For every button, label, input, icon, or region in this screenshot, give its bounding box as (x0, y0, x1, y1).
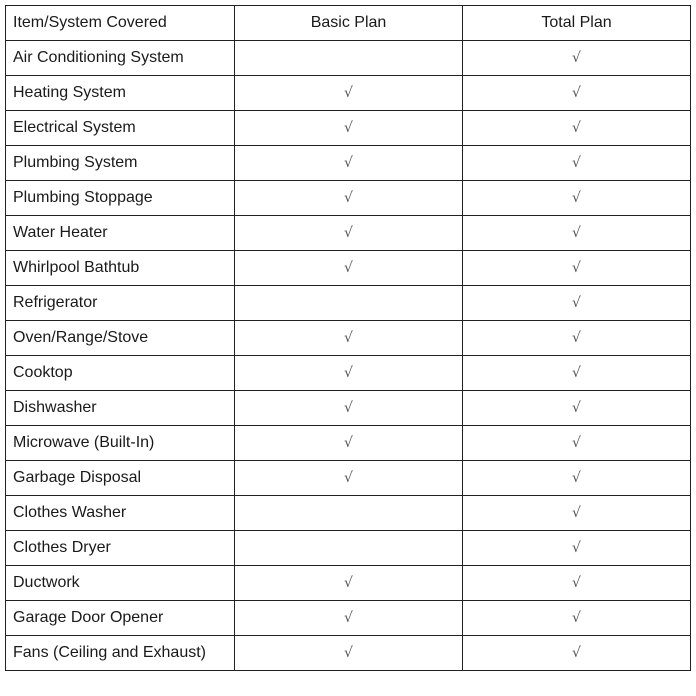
basic-plan-check: √ (235, 461, 463, 496)
table-row (6, 461, 691, 496)
total-plan-check: √ (463, 636, 691, 671)
item-cell: Ductwork (6, 566, 235, 601)
basic-plan-check: √ (235, 76, 463, 111)
item-cell: Plumbing System (6, 146, 235, 181)
table-row (6, 111, 691, 146)
table-row (6, 496, 691, 531)
basic-plan-check: √ (235, 426, 463, 461)
item-cell: Heating System (6, 76, 235, 111)
basic-plan-check (235, 496, 463, 531)
table-row (6, 286, 691, 321)
total-plan-check: √ (463, 426, 691, 461)
total-plan-check: √ (463, 356, 691, 391)
total-plan-check: √ (463, 321, 691, 356)
basic-plan-check (235, 41, 463, 76)
total-plan-check: √ (463, 566, 691, 601)
basic-plan-check: √ (235, 356, 463, 391)
table-row (6, 76, 691, 111)
basic-plan-check: √ (235, 566, 463, 601)
item-cell: Cooktop (6, 356, 235, 391)
item-cell: Clothes Washer (6, 496, 235, 531)
item-cell: Water Heater (6, 216, 235, 251)
basic-plan-check (235, 286, 463, 321)
item-cell: Air Conditioning System (6, 41, 235, 76)
total-plan-check: √ (463, 146, 691, 181)
basic-plan-check (235, 531, 463, 566)
header-total-plan: Total Plan (463, 6, 691, 41)
item-cell: Garbage Disposal (6, 461, 235, 496)
item-cell: Clothes Dryer (6, 531, 235, 566)
total-plan-check: √ (463, 216, 691, 251)
table-row (6, 391, 691, 426)
table-row (6, 251, 691, 286)
item-cell: Plumbing Stoppage (6, 181, 235, 216)
basic-plan-check: √ (235, 181, 463, 216)
header-basic-plan: Basic Plan (235, 6, 463, 41)
total-plan-check: √ (463, 601, 691, 636)
table-row (6, 181, 691, 216)
table-row (6, 216, 691, 251)
table-row (6, 321, 691, 356)
total-plan-check: √ (463, 286, 691, 321)
item-cell: Electrical System (6, 111, 235, 146)
total-plan-check: √ (463, 496, 691, 531)
item-cell: Garage Door Opener (6, 601, 235, 636)
item-cell: Microwave (Built-In) (6, 426, 235, 461)
coverage-table-container (5, 5, 691, 671)
table-row (6, 566, 691, 601)
table-row (6, 636, 691, 671)
basic-plan-check: √ (235, 391, 463, 426)
coverage-table (5, 5, 691, 671)
basic-plan-check: √ (235, 321, 463, 356)
item-cell: Whirlpool Bathtub (6, 251, 235, 286)
basic-plan-check: √ (235, 146, 463, 181)
basic-plan-check: √ (235, 111, 463, 146)
total-plan-check: √ (463, 531, 691, 566)
total-plan-check: √ (463, 111, 691, 146)
total-plan-check: √ (463, 461, 691, 496)
table-row (6, 426, 691, 461)
table-body (6, 41, 691, 671)
total-plan-check: √ (463, 76, 691, 111)
total-plan-check: √ (463, 41, 691, 76)
total-plan-check: √ (463, 251, 691, 286)
item-cell: Oven/Range/Stove (6, 321, 235, 356)
item-cell: Fans (Ceiling and Exhaust) (6, 636, 235, 671)
table-row (6, 41, 691, 76)
header-row (6, 6, 691, 41)
header-item-system: Item/System Covered (6, 6, 235, 41)
basic-plan-check: √ (235, 636, 463, 671)
table-row (6, 146, 691, 181)
basic-plan-check: √ (235, 601, 463, 636)
table-header (6, 6, 691, 41)
item-cell: Dishwasher (6, 391, 235, 426)
total-plan-check: √ (463, 181, 691, 216)
item-cell: Refrigerator (6, 286, 235, 321)
table-row (6, 531, 691, 566)
basic-plan-check: √ (235, 251, 463, 286)
table-row (6, 356, 691, 391)
table-row (6, 601, 691, 636)
basic-plan-check: √ (235, 216, 463, 251)
total-plan-check: √ (463, 391, 691, 426)
